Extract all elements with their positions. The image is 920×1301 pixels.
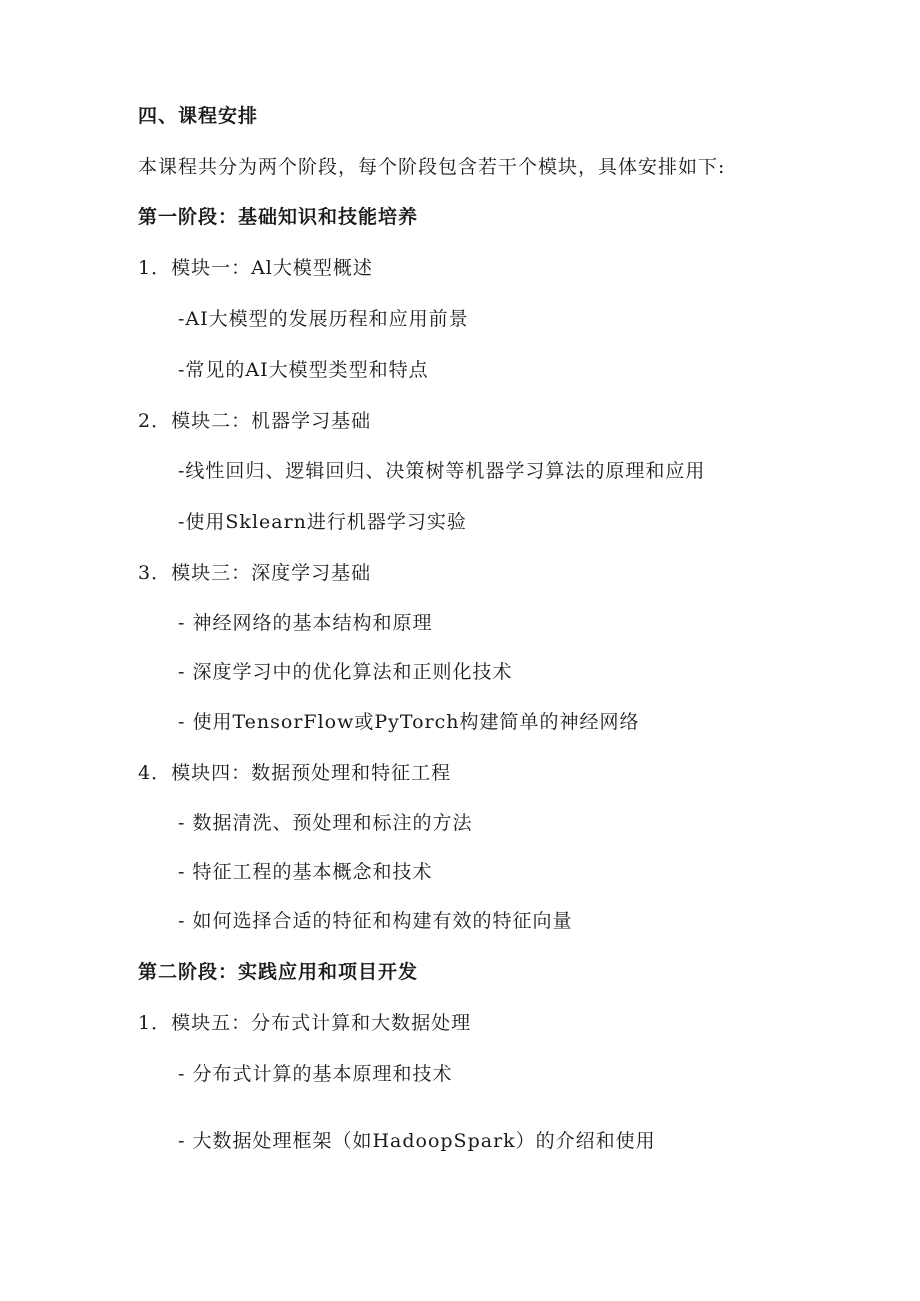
module3-item: - 神经网络的基本结构和原理 [178,612,433,634]
module1-title: 1．模块一：Al大模型概述 [138,257,373,279]
module5-item: - 分布式计算的基本原理和技术 [178,1063,453,1085]
module3-item: - 使用TensorFlow或PyTorch构建简单的神经网络 [178,711,640,733]
module1-item: -AI大模型的发展历程和应用前景 [178,308,469,330]
stage2-title: 第二阶段：实践应用和项目开发 [138,961,419,983]
module2-item: -线性回归、逻辑回归、决策树等机器学习算法的原理和应用 [178,460,706,482]
stage1-title: 第一阶段：基础知识和技能培养 [138,206,419,228]
module5-item: - 大数据处理框架（如HadoopSpark）的介绍和使用 [178,1130,656,1152]
module4-item: - 数据清洗、预处理和标注的方法 [178,812,473,834]
module2-title: 2．模块二：机器学习基础 [138,410,372,432]
module3-item: - 深度学习中的优化算法和正则化技术 [178,661,513,683]
module1-item: -常见的AI大模型类型和特点 [178,359,429,381]
module4-title: 4．模块四：数据预处理和特征工程 [138,762,452,784]
module4-item: - 如何选择合适的特征和构建有效的特征向量 [178,910,573,932]
module4-item: - 特征工程的基本概念和技术 [178,861,433,883]
module5-title: 1．模块五：分布式计算和大数据处理 [138,1012,472,1034]
module3-title: 3．模块三：深度学习基础 [138,562,372,584]
intro-paragraph: 本课程共分为两个阶段，每个阶段包含若干个模块，具体安排如下: [138,156,726,178]
module2-item: -使用Sklearn进行机器学习实验 [178,511,467,533]
section-heading: 四、课程安排 [138,105,259,127]
